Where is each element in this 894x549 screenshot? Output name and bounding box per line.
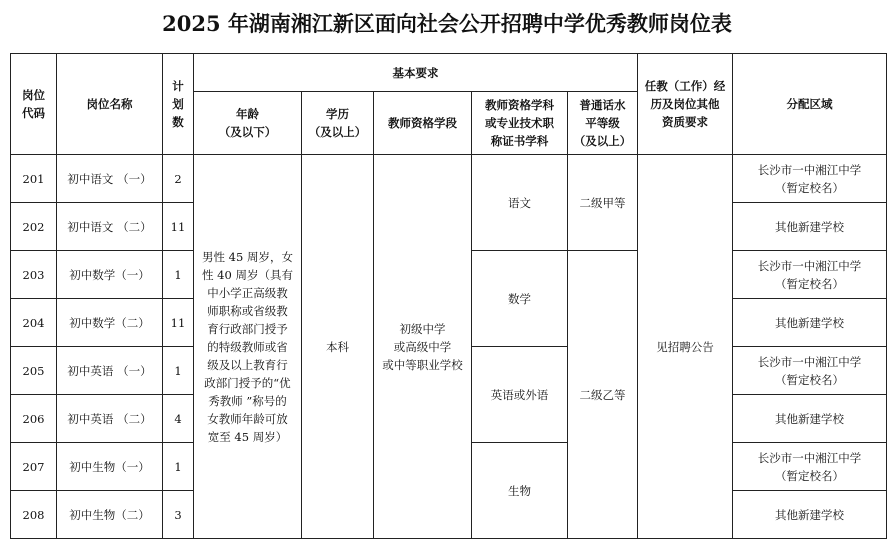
assignment-area: 其他新建学校	[733, 299, 887, 347]
experience-requirement: 见招聘公告	[638, 155, 733, 539]
plan-count: 4	[163, 395, 194, 443]
position-code: 202	[11, 203, 57, 251]
header-area: 分配区域	[733, 54, 887, 155]
position-name: 初中英语 （一）	[57, 347, 163, 395]
assignment-area: 其他新建学校	[733, 203, 887, 251]
position-name: 初中语文 （二）	[57, 203, 163, 251]
job-positions-table	[10, 53, 887, 539]
assignment-area: 长沙市一中湘江中学 （暂定校名）	[733, 251, 887, 299]
plan-count: 1	[163, 443, 194, 491]
position-code: 206	[11, 395, 57, 443]
table-row	[11, 155, 887, 203]
plan-count: 1	[163, 347, 194, 395]
subject-english: 英语或外语	[472, 347, 568, 443]
assignment-area: 其他新建学校	[733, 395, 887, 443]
position-code: 201	[11, 155, 57, 203]
mandarin-level-2a: 二级甲等	[568, 155, 638, 251]
position-code: 204	[11, 299, 57, 347]
header-qualification-stage: 教师资格学段	[374, 92, 472, 155]
mandarin-level-2b: 二级乙等	[568, 251, 638, 539]
position-code: 203	[11, 251, 57, 299]
plan-count: 11	[163, 203, 194, 251]
assignment-area: 其他新建学校	[733, 491, 887, 539]
subject-biology: 生物	[472, 443, 568, 539]
assignment-area: 长沙市一中湘江中学 （暂定校名）	[733, 347, 887, 395]
subject-chinese: 语文	[472, 155, 568, 251]
header-position-code: 岗位 代码	[11, 54, 57, 155]
plan-count: 11	[163, 299, 194, 347]
page-title: 2025 年湖南湘江新区面向社会公开招聘中学优秀教师岗位表	[162, 11, 732, 36]
assignment-area: 长沙市一中湘江中学 （暂定校名）	[733, 443, 887, 491]
header-experience: 任教（工作）经 历及岗位其他 资质要求	[638, 54, 733, 155]
position-code: 208	[11, 491, 57, 539]
position-name: 初中生物（二）	[57, 491, 163, 539]
position-name: 初中数学（二）	[57, 299, 163, 347]
header-basic-requirements: 基本要求	[194, 54, 638, 92]
position-name: 初中英语 （二）	[57, 395, 163, 443]
header-qualification-subject: 教师资格学科 或专业技术职 称证书学科	[472, 92, 568, 155]
position-name: 初中数学（一）	[57, 251, 163, 299]
subject-math: 数学	[472, 251, 568, 347]
age-requirement: 男性 45 周岁，女 性 40 周岁（具有 中小学正高级教 师职称或省级教 育行政部门授予 的特级教师或省 级及以上教育行 政部门授予的“优 秀教师 ”称号的 女教师年龄可放 宽至 45 周岁）	[194, 155, 302, 539]
position-name: 初中生物（一）	[57, 443, 163, 491]
plan-count: 2	[163, 155, 194, 203]
assignment-area: 长沙市一中湘江中学 （暂定校名）	[733, 155, 887, 203]
header-mandarin-level: 普通话水 平等级 （及以上）	[568, 92, 638, 155]
qualification-stage: 初级中学 或高级中学 或中等职业学校	[374, 155, 472, 539]
header-position-name: 岗位名称	[57, 54, 163, 155]
position-name: 初中语文 （一）	[57, 155, 163, 203]
plan-count: 1	[163, 251, 194, 299]
education-requirement: 本科	[302, 155, 374, 539]
plan-count: 3	[163, 491, 194, 539]
header-age: 年龄 （及以下）	[194, 92, 302, 155]
header-education: 学历 （及以上）	[302, 92, 374, 155]
header-plan-count: 计 划 数	[163, 54, 194, 155]
position-code: 207	[11, 443, 57, 491]
position-code: 205	[11, 347, 57, 395]
